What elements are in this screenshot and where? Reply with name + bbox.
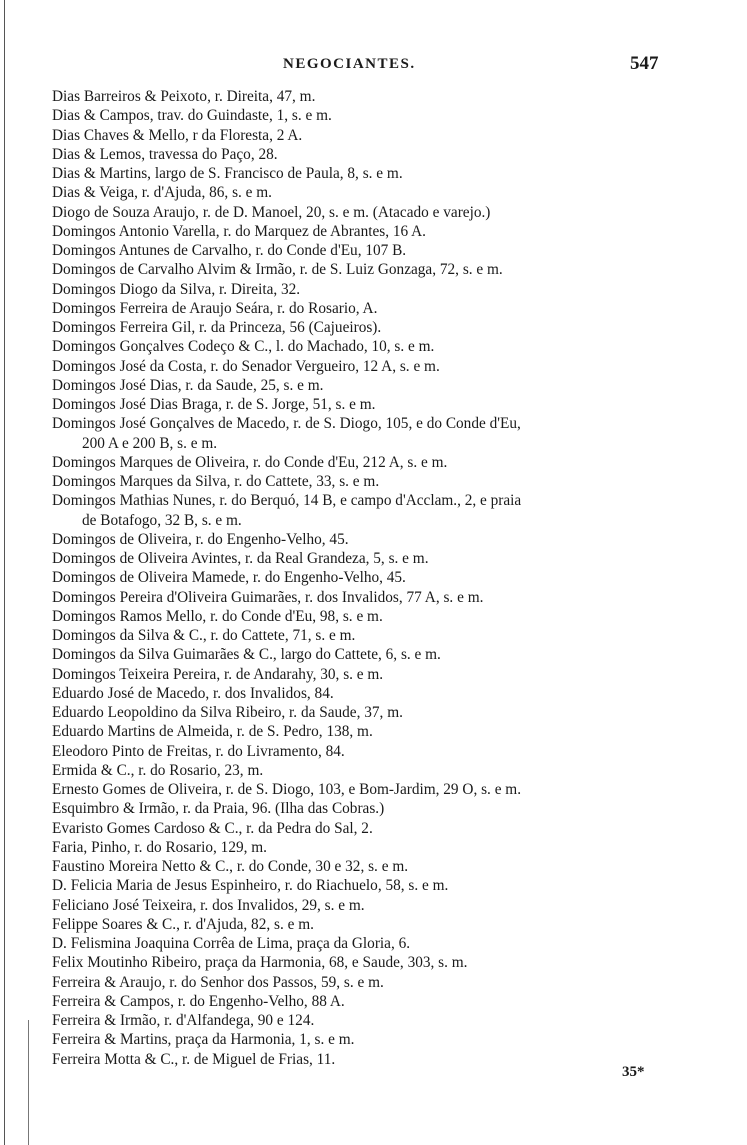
directory-entry: Ferreira Motta & C., r. de Miguel de Frias, 11. — [52, 1050, 336, 1068]
directory-entry: Domingos Ramos Mello, r. do Conde d'Eu, 98, s. e m. — [52, 607, 383, 625]
page-header — [0, 53, 747, 80]
directory-entry: Domingos de Oliveira Avintes, r. da Real Grandeza, 5, s. e m. — [52, 550, 429, 567]
directory-entry: Eleodoro Pinto de Freitas, r. do Livramento, 84. — [52, 742, 345, 760]
directory-entry: Domingos Mathias Nunes, r. do Berquó, 14 B, e campo d'Acclam., 2, e praia — [52, 492, 522, 510]
directory-entry: Domingos José Dias Braga, r. de S. Jorge, 51, s. e m. — [52, 396, 376, 413]
printer-signature-mark: 35* — [622, 1064, 645, 1080]
directory-entry: Domingos de Oliveira, r. do Engenho-Velho, 45. — [52, 530, 349, 548]
directory-entry: D. Felismina Joaquina Corrêa de Lima, praça da Gloria, 6. — [52, 935, 411, 952]
directory-entry: Ferreira & Campos, r. do Engenho-Velho, 88 A. — [52, 992, 345, 1010]
directory-entry: Evaristo Gomes Cardoso & C., r. da Pedra do Sal, 2. — [52, 819, 373, 837]
directory-entry: Dias Chaves & Mello, r da Floresta, 2 A. — [52, 126, 303, 144]
directory-entry: Ferreira & Martins, praça da Harmonia, 1, s. e m. — [52, 1031, 355, 1049]
directory-entry: Domingos Gonçalves Codeço & C., l. do Machado, 10, s. e m. — [52, 338, 435, 356]
directory-entry: D. Felicia Maria de Jesus Espinheiro, r. do Riachuelo, 58, s. e m. — [52, 877, 449, 895]
directory-entry: Domingos José Gonçalves de Macedo, r. de S. Diogo, 105, e do Conde d'Eu, — [52, 415, 521, 433]
directory-entry: Domingos Diogo da Silva, r. Direita, 32. — [52, 280, 301, 298]
directory-entry: Domingos Pereira d'Oliveira Guimarães, r. dos Invalidos, 77 A, s. e m. — [52, 588, 484, 606]
directory-entry: Esquimbro & Irmão, r. da Praia, 96. (Ilha das Cobras.) — [52, 800, 385, 818]
running-head: NEGOCIANTES. — [283, 56, 416, 72]
directory-entry: Eduardo Leopoldino da Silva Ribeiro, r. da Saude, 37, m. — [52, 704, 403, 721]
directory-entry: Dias & Campos, trav. do Guindaste, 1, s. e m. — [52, 107, 332, 125]
directory-entry: Domingos de Oliveira Mamede, r. do Engenho-Velho, 45. — [52, 569, 406, 587]
directory-entry-continuation: de Botafogo, 32 B, s. e m. — [82, 511, 242, 529]
directory-entry-continuation: 200 A e 200 B, s. e m. — [82, 434, 218, 452]
directory-entry: Felix Moutinho Ribeiro, praça da Harmonia, 68, e Saude, 303, s. m. — [52, 954, 468, 972]
directory-entry: Eduardo Martins de Almeida, r. de S. Pedro, 138, m. — [52, 723, 373, 741]
directory-entry: Feliciano José Teixeira, r. dos Invalidos, 29, s. e m. — [52, 896, 365, 914]
directory-entries — [52, 87, 742, 1069]
directory-entry: Faria, Pinho, r. do Rosario, 129, m. — [52, 838, 268, 856]
directory-entry: Ferreira & Araujo, r. do Senhor dos Passos, 59, s. e m. — [52, 973, 384, 991]
directory-entry: Domingos Ferreira de Araujo Seára, r. do Rosario, A. — [52, 299, 378, 317]
directory-entry: Domingos Ferreira Gil, r. da Princeza, 56 (Cajueiros). — [52, 319, 382, 336]
directory-entry: Dias & Martins, largo de S. Francisco de Paula, 8, s. e m. — [52, 165, 403, 182]
directory-entry: Domingos de Carvalho Alvim & Irmão, r. de S. Luiz Gonzaga, 72, s. e m. — [52, 261, 503, 279]
directory-entry: Domingos José Dias, r. da Saude, 25, s. e m. — [52, 376, 324, 394]
page-edge-rule — [4, 0, 5, 1145]
directory-entry: Domingos Antunes de Carvalho, r. do Conde d'Eu, 107 B. — [52, 242, 407, 259]
directory-entry: Domingos Teixeira Pereira, r. de Andarahy, 30, s. e m. — [52, 665, 384, 683]
directory-entry: Domingos Antonio Varella, r. do Marquez de Abrantes, 16 A. — [52, 222, 427, 240]
directory-entry: Domingos Marques da Silva, r. do Cattete, 33, s. e m. — [52, 473, 380, 490]
directory-entry: Domingos José da Costa, r. do Senador Vergueiro, 12 A, s. e m. — [52, 357, 440, 375]
directory-entry: Diogo de Souza Araujo, r. de D. Manoel, 20, s. e m. (Atacado e varejo.) — [52, 203, 491, 221]
directory-entry: Domingos da Silva & C., r. do Cattete, 71, s. e m. — [52, 627, 356, 644]
directory-entry: Dias & Lemos, travessa do Paço, 28. — [52, 145, 278, 163]
directory-entry: Ferreira & Irmão, r. d'Alfandega, 90 e 124. — [52, 1012, 315, 1029]
directory-entry: Felippe Soares & C., r. d'Ajuda, 82, s. e m. — [52, 915, 314, 933]
directory-entry: Dias & Veiga, r. d'Ajuda, 86, s. e m. — [52, 184, 273, 202]
page-edge-rule-lower — [28, 1020, 29, 1145]
page-number: 547 — [630, 53, 659, 74]
directory-entry: Dias Barreiros & Peixoto, r. Direita, 47, m. — [52, 88, 316, 105]
directory-entry: Faustino Moreira Netto & C., r. do Conde, 30 e 32, s. e m. — [52, 858, 409, 875]
directory-entry: Eduardo José de Macedo, r. dos Invalidos, 84. — [52, 684, 334, 702]
directory-entry: Ermida & C., r. do Rosario, 23, m. — [52, 761, 264, 779]
directory-entry: Domingos Marques de Oliveira, r. do Conde d'Eu, 212 A, s. e m. — [52, 453, 448, 471]
directory-entry: Domingos da Silva Guimarães & C., largo do Cattete, 6, s. e m. — [52, 646, 441, 664]
directory-entry: Ernesto Gomes de Oliveira, r. de S. Diogo, 103, e Bom-Jardim, 29 O, s. e m. — [52, 781, 522, 798]
